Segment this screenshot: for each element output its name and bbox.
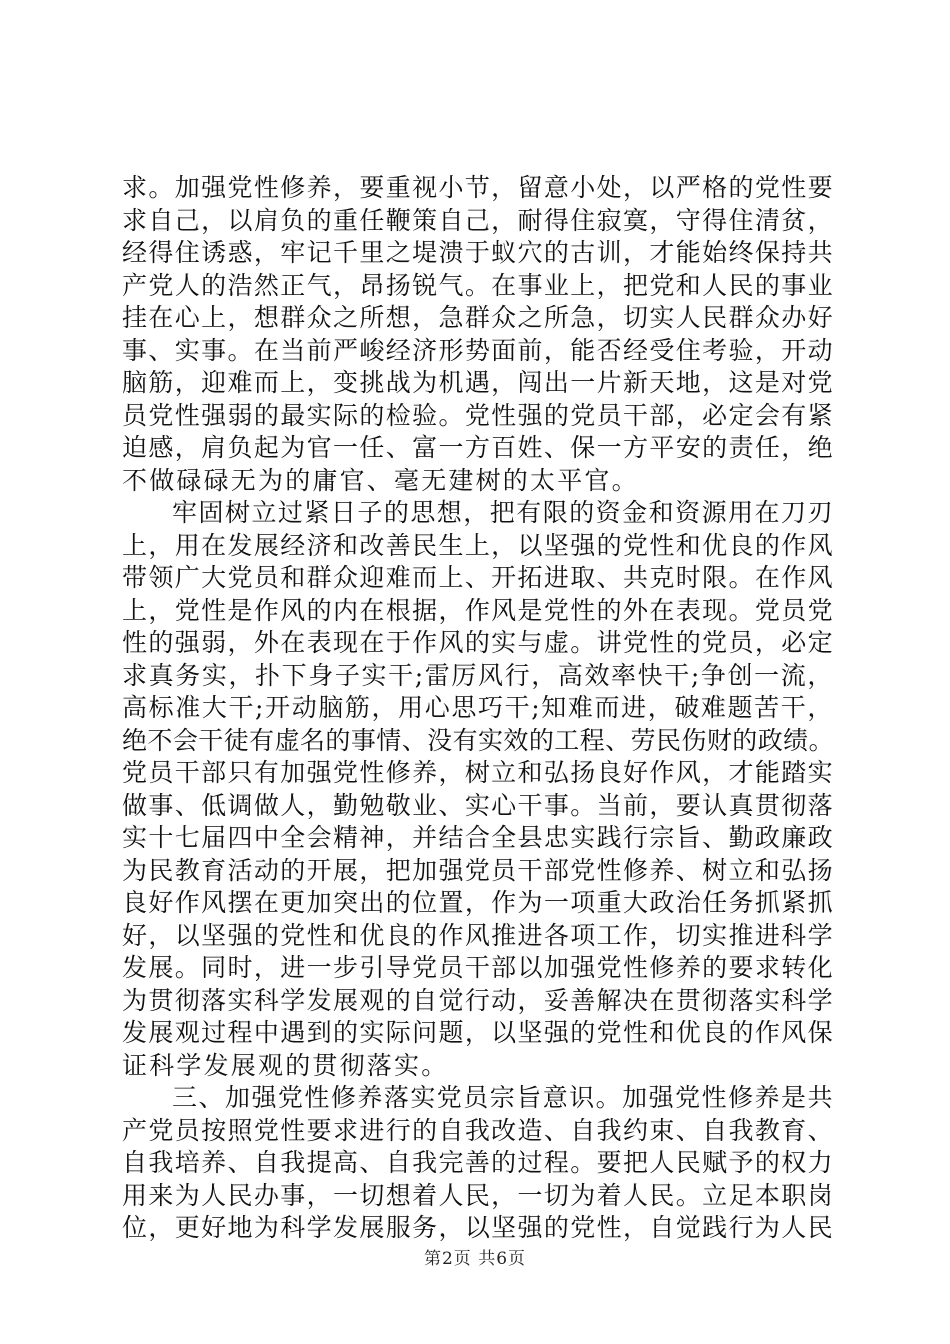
text-line: 好，以坚强的党性和优良的作风推进各项工作，切实推进科学	[122, 920, 834, 950]
text-line: 上，党性是作风的内在根据，作风是党性的外在表现。党员党	[122, 595, 834, 625]
text-line: 发展观过程中遇到的实际问题，以坚强的党性和优良的作风保	[122, 1018, 834, 1047]
text-line: 为贯彻落实科学发展观的自觉行动，妥善解决在贯彻落实科学	[122, 985, 834, 1015]
text-line: 性的强弱，外在表现在于作风的实与虚。讲党性的党员，必定	[122, 628, 834, 657]
text-line: 绝不会干徒有虚名的事情、没有实效的工程、劳民伤财的政绩。	[122, 725, 834, 755]
text-line: 不做碌碌无为的庸官、毫无建树的太平官。	[122, 465, 639, 495]
text-line: 经得住诱惑，牢记千里之堤溃于蚁穴的古训，才能始终保持共	[122, 238, 834, 267]
text-line: 产党员按照党性要求进行的自我改造、自我约束、自我教育、	[122, 1115, 834, 1145]
text-line: 产党人的浩然正气，昂扬锐气。在事业上，把党和人民的事业	[122, 270, 834, 300]
text-line: 三、加强党性修养落实党员宗旨意识。加强党性修养是共	[172, 1083, 834, 1112]
body-text	[122, 172, 834, 1245]
text-line: 用来为人民办事，一切想着人民，一切为着人民。立足本职岗	[122, 1180, 834, 1210]
text-line: 带领广大党员和群众迎难而上、开拓进取、共克时限。在作风	[122, 563, 834, 592]
text-line: 迫感，肩负起为官一任、富一方百姓、保一方平安的责任，绝	[122, 433, 834, 462]
page-footer: 第2页 共6页	[423, 1249, 527, 1269]
text-line: 自我培养、自我提高、自我完善的过程。要把人民赋予的权力	[122, 1148, 834, 1177]
text-line: 做事、低调做人，勤勉敬业、实心干事。当前，要认真贯彻落	[122, 790, 834, 820]
text-line: 脑筋，迎难而上，变挑战为机遇，闯出一片新天地，这是对党	[122, 368, 834, 397]
text-line: 位，更好地为科学发展服务，以坚强的党性，自觉践行为人民	[122, 1213, 834, 1242]
text-line: 求自己，以肩负的重任鞭策自己，耐得住寂寞，守得住清贫，	[122, 205, 834, 235]
text-line: 高标准大干;开动脑筋，用心思巧干;知难而进，破难题苦干，	[122, 693, 834, 722]
text-line: 实十七届四中全会精神，并结合全县忠实践行宗旨、勤政廉政	[122, 823, 834, 852]
text-line: 上，用在发展经济和改善民生上，以坚强的党性和优良的作风	[122, 530, 834, 560]
text-line: 事、实事。在当前严峻经济形势面前，能否经受住考验，开动	[122, 335, 834, 365]
text-line: 求真务实，扑下身子实干;雷厉风行，高效率快干;争创一流，	[122, 660, 834, 690]
text-line: 为民教育活动的开展，把加强党员干部党性修养、树立和弘扬	[122, 855, 834, 885]
text-line: 员党性强弱的最实际的检验。党性强的党员干部，必定会有紧	[122, 400, 834, 430]
text-line: 挂在心上，想群众之所想，急群众之所急，切实人民群众办好	[122, 303, 834, 332]
text-line: 发展。同时，进一步引导党员干部以加强党性修养的要求转化	[122, 953, 834, 982]
text-line: 牢固树立过紧日子的思想，把有限的资金和资源用在刀刃	[172, 498, 834, 527]
text-line: 良好作风摆在更加突出的位置，作为一项重大政治任务抓紧抓	[122, 888, 834, 917]
text-line: 证科学发展观的贯彻落实。	[122, 1050, 449, 1080]
text-line: 求。加强党性修养，要重视小节，留意小处，以严格的党性要	[122, 173, 834, 202]
text-line: 党员干部只有加强党性修养，树立和弘扬良好作风，才能踏实	[122, 758, 834, 787]
